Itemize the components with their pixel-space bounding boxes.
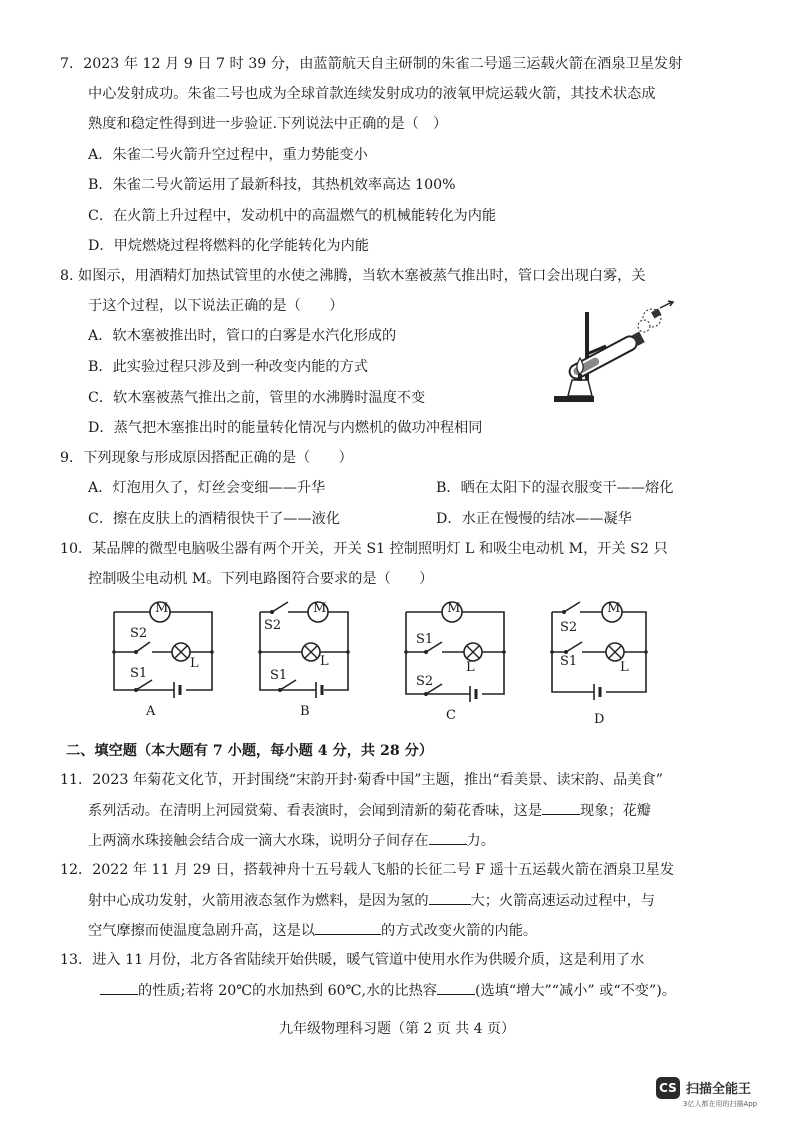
circuit-caption: D bbox=[594, 712, 605, 727]
switch-bottom-label: S1 bbox=[130, 666, 148, 681]
q10-stem-line1: 10．某品牌的微型电脑吸尘器有两个开关，开关 S1 控制照明灯 L 和吸尘电动机 M，开关 S2 只 bbox=[60, 541, 668, 557]
motor-label: M bbox=[607, 601, 621, 616]
motor-label: M bbox=[155, 601, 169, 616]
circuit-caption: A bbox=[146, 704, 156, 719]
q12-text-d: 的方式改变火箭的内能。 bbox=[381, 923, 538, 939]
switch-top-label: S2 bbox=[130, 626, 148, 641]
switch-top-label: S2 bbox=[264, 618, 282, 633]
q9-option-d: D．水正在慢慢的结冰——凝华 bbox=[436, 511, 632, 527]
q7-stem-line3: 熟度和稳定性得到进一步验证.下列说法中正确的是（ ） bbox=[88, 116, 448, 132]
q11-text-b: 现象；花瓣 bbox=[580, 803, 651, 819]
watermark-title: 扫描全能王 bbox=[686, 1082, 752, 1097]
q11-text-c: 上两滴水珠接触会结合成一滴大水珠，说明分子间存在 bbox=[88, 833, 429, 849]
q11-text-a: 系列活动。在清明上河园赏菊、看表演时，会闻到清新的菊花香味，这是 bbox=[88, 803, 543, 819]
q12-text-a: 射中心成功发射，火箭用液态氢作为燃料，是因为氢的 bbox=[88, 893, 429, 909]
q9-option-a: A．灯泡用久了，灯丝会变细——升华 bbox=[88, 480, 326, 496]
q11-stem-line2 bbox=[88, 800, 651, 821]
q13-answer-blank-1[interactable] bbox=[100, 980, 138, 995]
switch-top-label: S2 bbox=[560, 620, 578, 635]
circuit-diagram-c bbox=[404, 596, 514, 732]
lamp-label: L bbox=[466, 660, 475, 675]
motor-label: M bbox=[313, 601, 327, 616]
q9-stem: 9．下列现象与形成原因搭配正确的是（ ） bbox=[60, 450, 353, 466]
camscanner-logo-icon: CS bbox=[656, 1077, 680, 1099]
q9-option-c: C．擦在皮肤上的酒精很快干了——液化 bbox=[88, 511, 341, 527]
switch-bottom-label: S2 bbox=[416, 674, 434, 689]
q12-stem-line2 bbox=[88, 890, 655, 911]
q11-answer-blank-2[interactable] bbox=[429, 830, 467, 845]
q8-option-c: C．软木塞被蒸气推出之前，管里的水沸腾时温度不变 bbox=[88, 390, 426, 406]
q11-text-d: 力。 bbox=[466, 833, 495, 849]
q11-stem-line1: 11．2023 年菊花文化节，开封围绕“宋韵开封·菊香中国”主题，推出“看美景、读宋韵、品美食” bbox=[60, 772, 663, 788]
circuit-caption: C bbox=[446, 708, 456, 723]
lamp-label: L bbox=[620, 660, 629, 675]
section-fill-in-title: 二、填空题（本大题有 7 小题，每小题 4 分，共 28 分） bbox=[66, 743, 434, 759]
q13-stem-line2 bbox=[100, 980, 676, 1001]
lamp-label: L bbox=[190, 656, 199, 671]
q12-stem-line3 bbox=[88, 920, 537, 941]
lamp-label: L bbox=[320, 654, 329, 669]
page-footer: 九年级物理科习题（第 2 页 共 4 页） bbox=[278, 1021, 516, 1037]
q11-stem-line3 bbox=[88, 830, 495, 851]
q12-answer-blank-2[interactable] bbox=[315, 920, 381, 935]
test-tube-experiment-figure bbox=[548, 296, 678, 412]
switch-bottom-label: S1 bbox=[270, 668, 288, 683]
q7-stem-line1: 7．2023 年 12 月 9 日 7 时 39 分，由蓝箭航天自主研制的朱雀二号遥三运载火箭在酒泉卫星发射 bbox=[60, 56, 683, 72]
q13-text-b: (选填“增大”“减小” 或“不变”)。 bbox=[474, 983, 676, 999]
q8-option-b: B．此实验过程只涉及到一种改变内能的方式 bbox=[88, 359, 368, 375]
q8-option-a: A．软木塞被推出时，管口的白雾是水汽化形成的 bbox=[88, 328, 397, 344]
q7-option-a: A．朱雀二号火箭升空过程中，重力势能变小 bbox=[88, 147, 368, 163]
q8-stem-line1: 8. 如图示，用酒精灯加热试管里的水使之沸腾，当软木塞被蒸气推出时，管口会出现白雾，关 bbox=[60, 268, 646, 284]
q12-text-b: 大；火箭高速运动过程中，与 bbox=[470, 893, 655, 909]
q12-stem-line1: 12．2022 年 11 月 29 日，搭载神舟十五号载人飞船的长征二号 F 遥十五运载火箭在酒泉卫星发 bbox=[60, 862, 675, 878]
circuit-caption: B bbox=[300, 704, 310, 719]
switch-top-label: S1 bbox=[416, 632, 434, 647]
q13-stem-line1: 13．进入 11 月份，北方各省陆续开始供暖，暖气管道中使用水作为供暖介质，这是利用了水 bbox=[60, 952, 645, 968]
q7-stem-line2: 中心发射成功。朱雀二号也成为全球首款连续发射成功的液氧甲烷运载火箭，其技术状态成 bbox=[88, 86, 656, 102]
q13-answer-blank-2[interactable] bbox=[437, 980, 475, 995]
q13-text-a: 的性质;若将 20℃的水加热到 60℃,水的比热容 bbox=[138, 983, 437, 999]
circuit-diagram-b bbox=[258, 596, 368, 726]
q7-option-c: C．在火箭上升过程中，发动机中的高温燃气的机械能转化为内能 bbox=[88, 208, 497, 224]
q8-stem-line2: 于这个过程，以下说法正确的是（ ） bbox=[88, 298, 344, 314]
switch-bottom-label: S1 bbox=[560, 654, 578, 669]
circuit-diagram-a bbox=[112, 596, 222, 726]
q7-option-b: B．朱雀二号火箭运用了最新科技，其热机效率高达 100% bbox=[88, 177, 456, 193]
q11-answer-blank-1[interactable] bbox=[542, 800, 580, 815]
q7-option-d: D．甲烷燃烧过程将燃料的化学能转化为内能 bbox=[88, 238, 369, 254]
motor-label: M bbox=[447, 601, 461, 616]
q12-answer-blank-1[interactable] bbox=[429, 890, 471, 905]
q9-option-b: B．晒在太阳下的湿衣服变干——熔化 bbox=[436, 480, 674, 496]
scanner-watermark bbox=[656, 1077, 786, 1117]
q8-option-d: D．蒸气把木塞推出时的能量转化情况与内燃机的做功冲程相同 bbox=[88, 420, 483, 436]
watermark-subtitle: 3亿人都在用的扫描App bbox=[683, 1100, 758, 1108]
q12-text-c: 空气摩擦而使温度急剧升高，这是以 bbox=[88, 923, 316, 939]
circuit-diagram-d bbox=[550, 596, 660, 732]
q10-stem-line2: 控制吸尘电动机 M。下列电路图符合要求的是（ ） bbox=[88, 571, 434, 587]
